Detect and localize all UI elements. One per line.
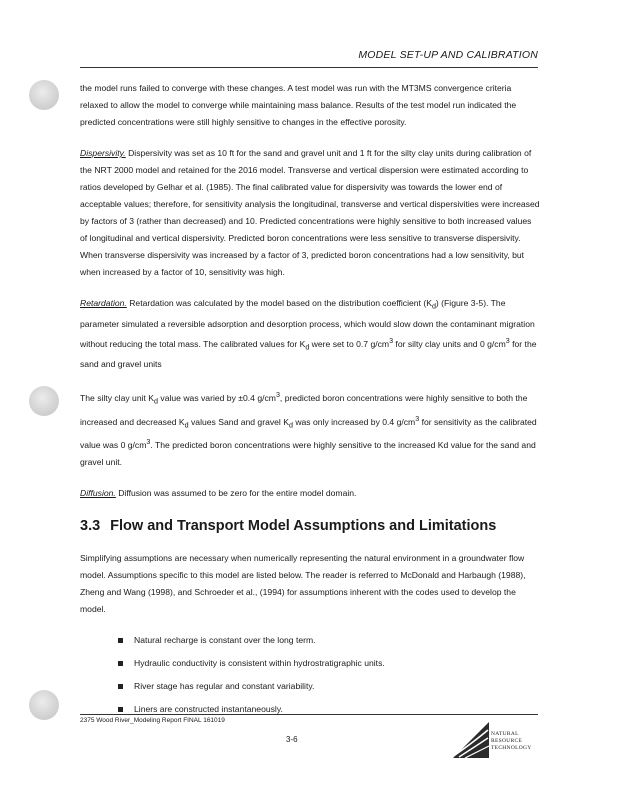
logo-mark-icon bbox=[453, 722, 489, 758]
paragraph-silty-clay bbox=[80, 387, 540, 471]
company-logo bbox=[453, 722, 553, 762]
kd-subscript: d bbox=[184, 421, 189, 430]
kd-subscript: d bbox=[154, 397, 159, 406]
silty-text: values Sand and gravel K bbox=[188, 416, 289, 427]
logo-line: RESOURCE bbox=[491, 738, 523, 744]
retardation-text: ) (Figure 3-5). The parameter simulated a reversible adsorption and desorption process, which would slow down the contaminant migration without reducing the total mass. The calibrated values for K bbox=[80, 298, 535, 349]
list-item: Hydraulic conductivity is consistent within hydrostratigraphic units. bbox=[80, 655, 540, 672]
page-header-title: MODEL SET-UP AND CALIBRATION bbox=[358, 49, 538, 61]
silty-text: for sensitivity as the calibrated value was 0 g/cm bbox=[80, 416, 537, 451]
cubic-superscript: 3 bbox=[389, 336, 394, 345]
footer-rule bbox=[80, 714, 538, 715]
binder-hole-top bbox=[29, 80, 59, 110]
kd-subscript: d bbox=[305, 343, 310, 352]
logo-line: NATURAL bbox=[491, 731, 519, 737]
page-number: 3-6 bbox=[286, 735, 298, 744]
retardation-text: for silty clay units and 0 g/cm bbox=[393, 338, 506, 349]
header-rule bbox=[80, 67, 538, 68]
diffusion-text: Diffusion was assumed to be zero for the entire model domain. bbox=[115, 488, 357, 499]
silty-text: value was varied by ±0.4 g/cm bbox=[158, 393, 276, 404]
kd-subscript: d bbox=[288, 421, 293, 430]
paragraph-dispersivity bbox=[80, 145, 540, 281]
kd-subscript: d bbox=[431, 302, 436, 311]
paragraph-porosity: the model runs failed to converge with these changes. A test model was run with the MT3MS convergence criteria relaxed to allow the model to converge while maintaining mass balance. Results of the test model run indicated the predicted concentrations were still highly sensitive to changes in the effective porosity. bbox=[80, 83, 517, 127]
silty-text: , predicted boron concentrations were highly sensitive to both the increased and decreased K bbox=[80, 393, 528, 427]
list-item: River stage has regular and constant variability. bbox=[80, 678, 540, 695]
binder-hole-bottom bbox=[29, 690, 59, 720]
cubic-superscript: 3 bbox=[505, 336, 510, 345]
paragraph-retardation bbox=[80, 295, 540, 373]
footer-doc-reference: 2375 Wood River_Modeling Report FINAL 161019 bbox=[80, 717, 225, 724]
section-number: 3.3 bbox=[80, 518, 101, 535]
logo-line: TECHNOLOGY bbox=[491, 745, 532, 751]
silty-text: was only increased by 0.4 g/cm bbox=[292, 416, 416, 427]
retardation-text: were set to 0.7 g/cm bbox=[309, 338, 390, 349]
retardation-text: Retardation was calculated by the model based on the distribution coefficient (K bbox=[126, 298, 432, 308]
logo-text bbox=[491, 731, 532, 752]
paragraph-assumptions-intro: Simplifying assumptions are necessary when numerically representing the natural environment in a groundwater flow model. Assumptions specific to this model are listed below. The reader is referred to McDonald and Harbaugh (1988), Zheng and Wang (1998), and Schroeder et al., (1994) for assumptions inherent with the codes used to develop the model. bbox=[80, 553, 526, 615]
cubic-superscript: 3 bbox=[415, 414, 420, 423]
dispersivity-heading: Dispersivity. bbox=[80, 148, 126, 158]
cubic-superscript: 3 bbox=[146, 438, 151, 447]
paragraph-diffusion bbox=[80, 485, 540, 502]
document-body bbox=[80, 80, 540, 724]
dispersivity-text: Dispersivity was set as 10 ft for the sand and gravel unit and 1 ft for the silty clay units during calibration of the NRT 2000 model and retained for the 2016 model. Transverse and vertical dispersion were estimated according to ratios developed by Gelhar et al. (1985). The final calibrated value for dispersivity was towards the lower end of acceptable values; therefore, for sensitivity analysis the longitudinal, transverse and vertical dispersivities were increased by factors of 3 (rather than decreased) and 10. Predicted concentrations were highly sensitive to both increased values of longitudinal and vertical dispersivity. Predicted boron concentrations were less sensitive to transverse dispersivity. When transverse dispersivity was increased by a factor of 3, predicted boron concentrations had a low sensitivity, but when increased by a factor of 10, sensitivity was high. bbox=[80, 148, 540, 277]
assumptions-list bbox=[80, 632, 540, 718]
section-heading bbox=[80, 516, 540, 536]
section-title: Flow and Transport Model Assumptions and Limitations bbox=[110, 518, 497, 535]
binder-hole-middle bbox=[29, 386, 59, 416]
retardation-heading: Retardation. bbox=[80, 298, 127, 308]
list-item: Natural recharge is constant over the long term. bbox=[80, 632, 540, 649]
silty-text: The silty clay unit K bbox=[80, 393, 155, 404]
diffusion-heading: Diffusion. bbox=[80, 488, 116, 499]
silty-text: . The predicted boron concentrations were highly sensitive to the increased Kd value for the sand and gravel unit. bbox=[80, 440, 536, 468]
retardation-text: for the sand and gravel units bbox=[80, 338, 537, 370]
cubic-superscript: 3 bbox=[275, 391, 280, 400]
list-item: Liners are constructed instantaneously. bbox=[80, 701, 540, 718]
